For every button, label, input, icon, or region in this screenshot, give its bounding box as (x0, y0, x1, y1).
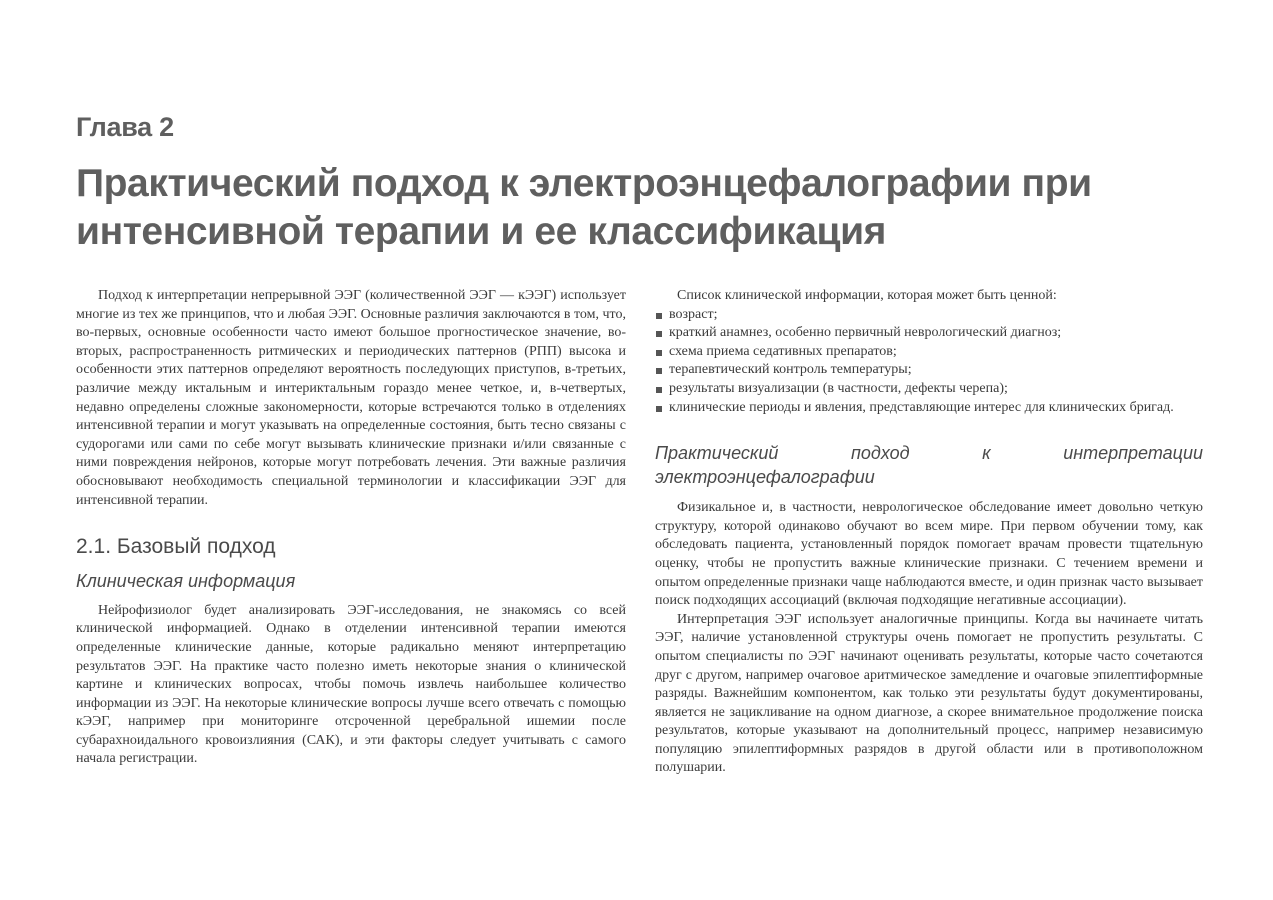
clinical-info-paragraph: Нейрофизиолог будет анализировать ЭЭГ-исследования, не знакомясь со всей клинической информацией. Однако в отделении интенсивной терапии имеются определенные клинические данные, которые радикально меняют интерпретацию результатов ЭЭГ. На практике часто полезно иметь некоторые знания о клинической картине и клинических вопросах, чтобы помочь извлечь наибольшее количество информации из ЭЭГ. На некоторые клинические вопросы лучше всего отвечать с помощью кЭЭГ, например при мониторинге отсроченной церебральной ишемии после субарахноидального кровоизлияния (САК), и эти факторы следует учитывать с самого начала регистрации. (76, 602, 626, 767)
square-bullet-icon (656, 387, 662, 393)
subsection-heading-clinical-info: Клиническая информация (76, 570, 296, 591)
list-item-text: терапевтический контроль температуры; (669, 362, 912, 378)
list-item-text: результаты визуализации (в частности, дефекты черепа); (669, 380, 1008, 396)
list-item-text: схема приема седативных препаратов; (669, 343, 897, 359)
list-item (655, 361, 1203, 380)
clinical-info-list (655, 306, 1203, 418)
square-bullet-icon (656, 331, 662, 337)
section-heading: 2.1. Базовый подход (76, 535, 276, 559)
list-item-text: клинические периоды и явления, представляющие интерес для клинических бригад. (669, 399, 1174, 415)
list-item (655, 380, 1203, 399)
chapter-title: Практический подход к электроэнцефалографии при интенсивной терапии и ее классификация (76, 162, 1092, 253)
square-bullet-icon (656, 406, 662, 412)
list-item (655, 399, 1203, 418)
chapter-label: Глава 2 (76, 112, 174, 142)
practical-approach-paragraph-1: Физикальное и, в частности, неврологическое обследование имеет довольно четкую структуру, которой одинаково обучают во всем мире. При первом обучении тому, как обследовать пациента, установленный порядок помогает врачам провести тщательную оценку, чтобы не пропустить важные клинические признаки. С течением времени и опытом определенные признаки чаще наблюдаются вместе, и один признак часто вызывает поиск подходящих ассоциаций (включая подходящие негативные ассоциации). (655, 500, 1203, 609)
right-column (655, 287, 1203, 778)
list-item (655, 324, 1203, 343)
list-item (655, 343, 1203, 362)
list-item-text: возраст; (669, 306, 718, 322)
square-bullet-icon (656, 350, 662, 356)
list-intro: Список клинической информации, которая может быть ценной: (677, 288, 1057, 303)
practical-approach-paragraph-2: Интерпретация ЭЭГ использует аналогичные принципы. Когда вы начинаете читать ЭЭГ, наличие установленной структуры очень помогает не пропустить результаты. С опытом специалисты по ЭЭГ начинают оценивать результаты, которые часто сочетаются друг с другом, например очаговое аритмическое замедление и очаговые эпилептиформные разряды. Важнейшим компонентом, как только эти результаты будут документированы, является не зацикливание на одном диагнозе, а скорее внимательное продолжение поиска результатов, которые указывают на дополнительный процесс, например независимую популяцию эпилептиформных разрядов в другой области или в противоположном полушарии. (655, 611, 1203, 776)
square-bullet-icon (656, 313, 662, 319)
list-item-text: краткий анамнез, особенно первичный неврологический диагноз; (669, 325, 1062, 341)
subsection-heading-practical-approach: Практический подход к интерпретации электроэнцефалографии (655, 443, 1203, 488)
intro-paragraph: Подход к интерпретации непрерывной ЭЭГ (количественной ЭЭГ — кЭЭГ) использует многие из тех же принципов, что и любая ЭЭГ. Основные различия заключаются в том, что, во-первых, основные особенности часто имеют большое прогностическое значение, во-вторых, распространенность ритмических и периодических паттернов (РПП) высока и особенности этих паттернов определяют вероятность последующих приступов, в-третьих, различие между иктальным и интериктальным гораздо менее четкое, и, в-четвертых, недавно определены сложные закономерности, которые встречаются только в отделениях интенсивной терапии и могут указывать на определенные состояния, быть тесно связаны с судорогами или сами по себе могут вызывать клинические признаки и/или связанные с ними повреждения нейронов, которые могут потребовать лечения. Эти важные различия обосновывают необходимость специальной терминологии и классификации ЭЭГ для интенсивной терапии. (76, 288, 626, 508)
list-item (655, 306, 1203, 325)
left-column (76, 287, 626, 769)
square-bullet-icon (656, 368, 662, 374)
